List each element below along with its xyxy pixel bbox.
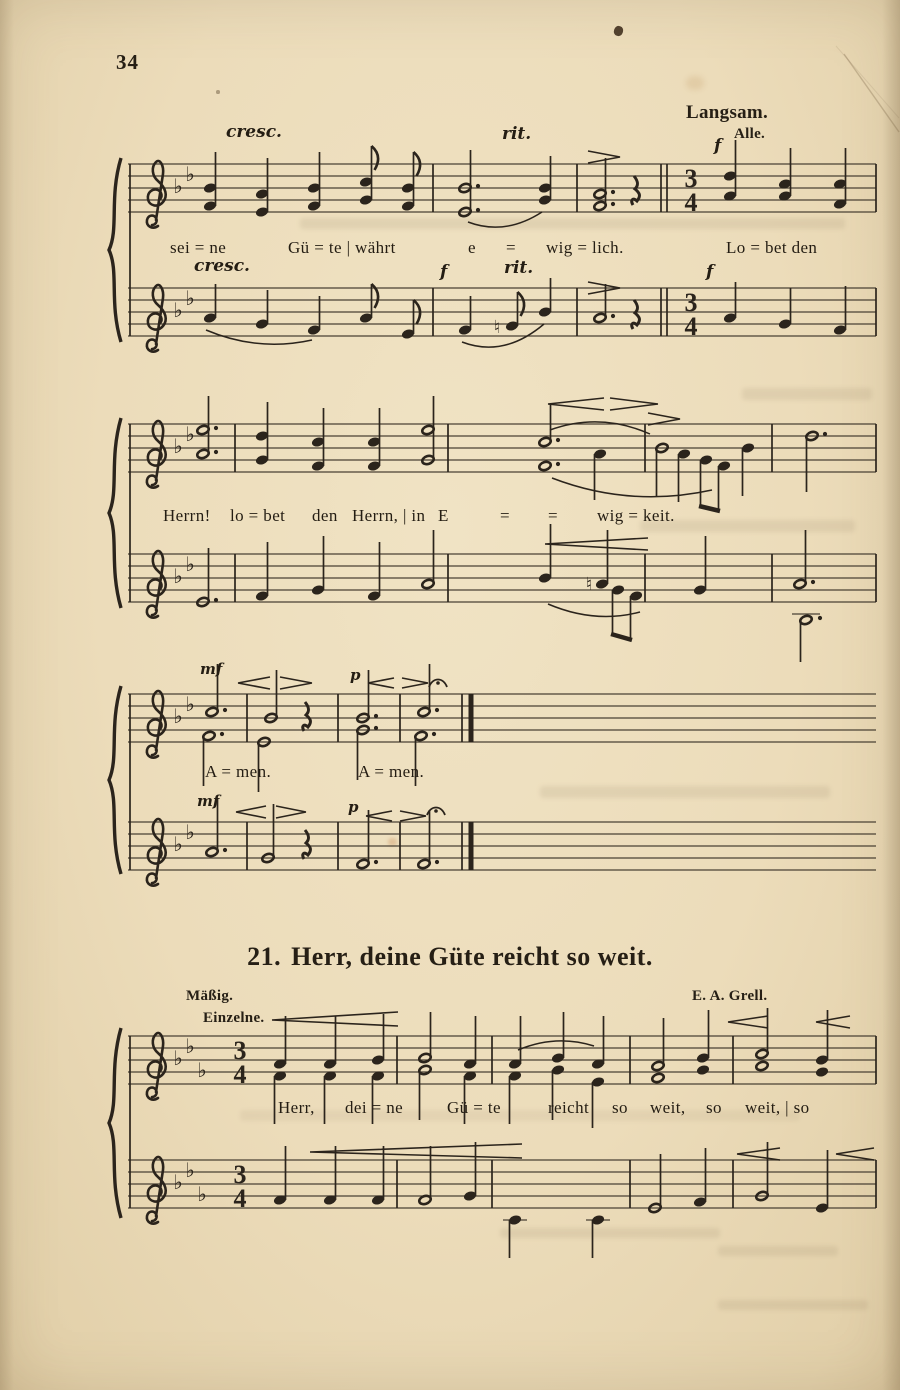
- time-signature-numerator: 3: [233, 1036, 247, 1065]
- lyric-syllable: =: [548, 506, 558, 525]
- lyric-syllable: Herr,: [278, 1098, 315, 1117]
- flat-sign: ♭: [185, 820, 195, 844]
- lyric-syllable: A = men.: [358, 762, 425, 781]
- treble-clef-icon: [147, 421, 166, 488]
- hairpins-lower: [236, 806, 445, 821]
- lyric-syllable: weit, | so: [745, 1098, 810, 1117]
- lyric-syllable: Gü = te: [447, 1098, 501, 1117]
- lyric-syllable: Gü = te | währt: [288, 238, 396, 257]
- flat-sign: ♭: [197, 1058, 207, 1082]
- time-signature-numerator: 3: [684, 164, 698, 193]
- flat-sign: ♭: [173, 1046, 183, 1070]
- dynamic-mf: mf: [200, 660, 223, 678]
- notes-upper: [203, 140, 847, 227]
- lyric-syllable: A = men.: [205, 762, 272, 781]
- fermata-icon: [429, 680, 447, 688]
- hairpins-upper: [238, 677, 447, 689]
- flat-sign: ♭: [185, 552, 195, 576]
- flat-sign: ♭: [173, 298, 183, 322]
- page-crease: [836, 46, 899, 132]
- tempo-rit: rit.: [502, 124, 532, 144]
- lyric-syllable: Herrn!: [163, 506, 211, 525]
- dynamic-p: p: [350, 666, 361, 684]
- notes-lower: [273, 1142, 874, 1258]
- entry-mark: Alle.: [734, 126, 766, 142]
- flat-sign: ♭: [185, 422, 195, 446]
- system-brace: [109, 1028, 121, 1218]
- time-signature-numerator: 3: [233, 1160, 247, 1189]
- lyric-syllable: =: [506, 238, 516, 257]
- staff-lines-lower: [128, 288, 876, 336]
- system-brace: [109, 158, 121, 342]
- lyric-syllable: E: [438, 506, 449, 525]
- lyric-syllable: lo = bet: [230, 506, 286, 525]
- natural-sign: ♮: [493, 317, 501, 338]
- dynamic-cresc: cresc.: [194, 256, 250, 276]
- piece-heading: [0, 942, 900, 972]
- flat-sign: ♭: [185, 1034, 195, 1058]
- flat-sign: ♭: [173, 832, 183, 856]
- system-4: [109, 1008, 876, 1258]
- flat-sign: ♭: [173, 1170, 183, 1194]
- voice-mark: Einzelne.: [203, 1010, 265, 1026]
- tempo-rit: rit.: [504, 258, 534, 278]
- composer-credit: E. A. Grell.: [692, 988, 768, 1004]
- treble-clef-icon: [147, 691, 166, 758]
- flat-sign: ♭: [173, 564, 183, 588]
- piece-number: 21.: [247, 942, 282, 971]
- staff-lines-upper: [128, 164, 876, 212]
- lyric-syllable: e: [468, 238, 476, 257]
- treble-clef-icon: [147, 819, 166, 886]
- system-2: [109, 396, 876, 662]
- dynamic-f: f: [706, 262, 714, 282]
- flat-sign: ♭: [173, 434, 183, 458]
- lyric-syllable: dei = ne: [345, 1098, 404, 1117]
- staff-lines-lower: [128, 822, 876, 870]
- lyric-syllable: so: [706, 1098, 722, 1117]
- lyric-syllable: den: [312, 506, 338, 525]
- system-brace: [109, 686, 121, 874]
- lyric-syllable: wig = keit.: [597, 506, 675, 525]
- treble-clef-icon: [147, 1157, 166, 1224]
- dynamic-cresc: cresc.: [226, 122, 282, 142]
- page-number: 34: [116, 50, 139, 74]
- lyric-syllable: so: [612, 1098, 628, 1117]
- staff-lines-upper: [128, 424, 876, 472]
- natural-sign: ♮: [585, 574, 593, 595]
- treble-clef-icon: [147, 285, 166, 352]
- crescendo-hairpin: [310, 1144, 522, 1158]
- piece-title: Herr, deine Güte reicht so weit.: [291, 942, 653, 971]
- dynamic-mf: mf: [197, 792, 220, 810]
- dynamic-f: f: [714, 136, 722, 156]
- dynamic-p: p: [348, 798, 359, 816]
- time-signature-numerator: 3: [684, 288, 698, 317]
- treble-clef-icon: [147, 1033, 166, 1100]
- flat-sign: ♭: [185, 286, 195, 310]
- time-signature-denominator: 4: [233, 1184, 247, 1213]
- treble-clef-icon: [147, 161, 166, 228]
- tempo-heading: Langsam.: [686, 102, 769, 123]
- dynamic-f: f: [440, 262, 448, 282]
- flat-sign: ♭: [185, 1158, 195, 1182]
- lyric-syllable: Herrn, | in: [352, 506, 426, 525]
- lyric-syllable: weit,: [650, 1098, 686, 1117]
- treble-clef-icon: [147, 551, 166, 618]
- time-signature-denominator: 4: [684, 312, 698, 341]
- staff-lines-lower: [128, 554, 876, 602]
- lyric-syllable: sei = ne: [170, 238, 227, 257]
- flat-sign: ♭: [185, 162, 195, 186]
- lyric-syllable: reicht: [548, 1098, 590, 1117]
- lyric-syllable: Lo = bet den: [726, 238, 818, 257]
- notes-lower: [196, 524, 822, 662]
- flat-sign: ♭: [197, 1182, 207, 1206]
- flat-sign: ♭: [173, 704, 183, 728]
- time-signature-denominator: 4: [684, 188, 698, 217]
- time-signature-denominator: 4: [233, 1060, 247, 1089]
- flat-sign: ♭: [173, 174, 183, 198]
- lyric-syllable: wig = lich.: [546, 238, 624, 257]
- lyric-syllable: =: [500, 506, 510, 525]
- staff-lines-upper: [128, 694, 876, 742]
- system-brace: [109, 418, 121, 608]
- flat-sign: ♭: [185, 692, 195, 716]
- tempo-heading: Mäßig.: [186, 988, 234, 1004]
- notes-upper: [196, 396, 827, 511]
